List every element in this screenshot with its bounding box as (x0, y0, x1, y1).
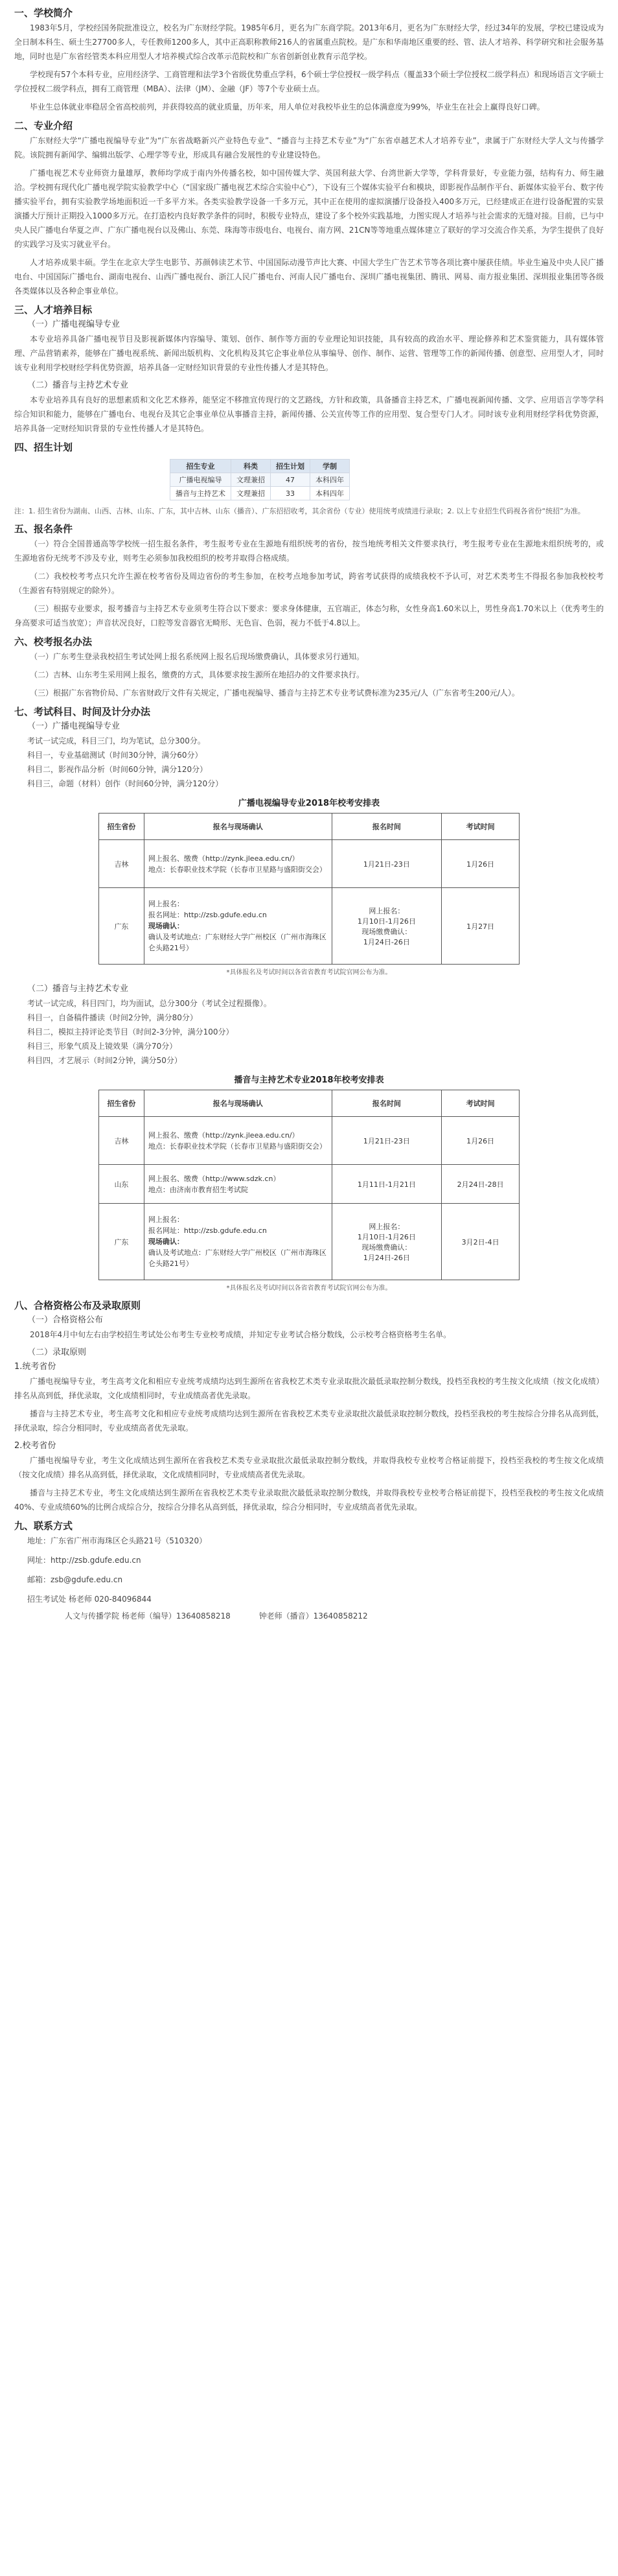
paragraph: 播音与主持艺术专业，考生高考文化和相应专业统考成绩均达到生源所在省我校艺术类专业录取批次最低录取控制分数线，投档至我校的考生按综合分排名从高到低，择优录取，综合分相同时，专业成绩高者优先录取。 (14, 1409, 604, 1433)
reg-line: 网上报名： (369, 906, 405, 915)
table-header: 报名与现场确认 (144, 814, 332, 840)
paragraph: （一）广东考生登录我校招生考试处网上报名系统网上报名后现场缴费确认，具体要求另行通知。 (30, 652, 365, 661)
exam-line: 科目三，形象气质及上镜效果（满分70分） (27, 1042, 177, 1051)
info-line: 网上报名、缴费（http://zynk.jleea.edu.cn/） (148, 854, 299, 863)
table-note: *具体报名及考试时间以各省省教育考试院官网公布为准。 (226, 1285, 392, 1292)
paragraph: （三）根据专业要求，报考播音与主持艺术专业须考生符合以下要求：要求身体健康，五官端正，体态匀称，女性身高1.60米以上，男性身高1.70米以上（优秀考生的身高要求可适当放宽）；声音状况良好，口腔等发音器官无畸形、无色盲、色弱，视力不低于4.8以上。 (14, 604, 604, 627)
reg-line: 网上报名： (369, 1222, 405, 1231)
province-cell: 广东 (99, 888, 144, 965)
enrollment-plan-table (170, 459, 350, 500)
table-header: 招生专业 (170, 460, 231, 473)
section-title-majors: 二、专业介绍 (14, 120, 73, 132)
paragraph: 毕业生总体就业率稳居全省高校前列，并获得较高的就业质量，历年来，用人单位对我校毕业生的总体满意度为99%，毕业生在社会上赢得良好口碑。 (30, 102, 545, 111)
paragraph: 本专业培养具有良好的思想素质和文化艺术修养，能坚定不移推宣传现行的文艺路线，方针和政策，具备播音主持艺术，广播电视新闻传播、文学、应用语言学等学科综合知识和能力，能够在广播电台、电视台及其它企事业单位从事播音主持，新闻传播、公关宣传等工作的应用型、复合型专门人才。同时该专业利用财经学科优势资源，培养具备一定财经知识背景的专业性传播人才是其特色。 (14, 395, 604, 433)
contact-phone: 招生考试处 杨老师 020-84096844 (27, 1595, 152, 1604)
exam-line: 科目二，影视作品分析（时间60分钟，满分120分） (27, 765, 208, 774)
contact-email-link[interactable]: 邮箱：zsb@gdufe.edu.cn (27, 1575, 123, 1584)
info-line: 报名网址：http://zsb.gdufe.edu.cn (148, 911, 267, 919)
subsection-title: 2.校考省份 (14, 1441, 56, 1451)
info-line: 网上报名： (148, 1215, 184, 1224)
paragraph: （一）符合全国普通高等学校统一招生报名条件，考生报考专业在生源地有组织统考的省份，按当地统考相关文件要求执行，考生报考专业在生源地未组织统考的，或生源地省份无统考不涉及专业，则考生必须参加我校组织的校考并取得合格成绩。 (14, 539, 604, 563)
paragraph: 广东财经大学“广播电视编导专业”为“广东省战略新兴产业特色专业”、“播音与主持艺术专业”为“广东省卓越艺术人才培养专业”，隶属于广东财经大学人文与传播学院。该院拥有新闻学、编辑出版学、心理学等专业，形成具有融合发展性的专业建设特色。 (14, 136, 604, 159)
table-header: 科类 (231, 460, 271, 473)
table-row (170, 487, 350, 500)
subsection-title: （二）播音与主持艺术专业 (27, 381, 129, 390)
subsection-title: （一）广播电视编导专业 (27, 320, 120, 329)
table-header: 报名时间 (332, 1090, 442, 1117)
section-title-registration: 六、校考报名办法 (14, 636, 93, 648)
info-line: 现场确认： (148, 922, 184, 930)
contact-website-link[interactable]: 网址：http://zsb.gdufe.edu.cn (27, 1556, 141, 1565)
paragraph: （二）我校校考考点只允许生源在校考省份及周边省份的考生参加，在校考点地参加考试，跨省考试获得的成绩我校不予认可，对艺术类考生不得报名参加我校校考（生源省有特别规定的除外）。 (14, 572, 604, 595)
exam-time-cell: 3月2日-4日 (442, 1204, 520, 1280)
info-line: 现场确认： (148, 1237, 184, 1246)
reg-line: 1月24日-26日 (363, 1253, 410, 1262)
province-cell: 吉林 (99, 1117, 144, 1165)
reg-time-cell: 1月11日-1月21日 (332, 1165, 442, 1204)
info-line: 确认及考试地点：广东财经大学广州校区（广州市海珠区仑头路21号） (148, 933, 326, 952)
paragraph: 人才培养成果丰硕。学生在北京大学生电影节、苏颜韩读艺术节、中国国际动漫节声比大赛、中国大学生广告艺术节等各项比赛中屡获佳绩。毕业生遍及中央人民广播电台、中国国际广播电台、湖南电视台、山西广播电视台、浙江人民广播电台、河南人民广播电台、深圳广播电视集团、腾讯、网易、南方报业集团、深圳报业集团等各级各类媒体以及各种企事业单位。 (14, 258, 604, 296)
reg-line: 现场缴费确认： (361, 1243, 412, 1252)
contact-teacher-b: 钟老师（播音）13640858212 (258, 1611, 368, 1621)
contact-teacher-a: 人文与传播学院 杨老师（编导）13640858218 (65, 1611, 231, 1621)
table-cell: 广播电视编导 (170, 473, 231, 487)
exam-line: 科目一，专业基础测试（时间30分钟，满分60分） (27, 751, 203, 760)
info-line: 地点：长春职业技术学院（长春市卫星路与盛阳街交会） (148, 865, 326, 874)
table-row (170, 473, 350, 487)
table-cell: 47 (271, 473, 310, 487)
info-line: 网上报名、缴费（http://zynk.jleea.edu.cn/） (148, 1130, 299, 1140)
table-cell: 文理兼招 (231, 473, 271, 487)
table-header: 招生省份 (99, 814, 144, 840)
exam-time-cell: 1月26日 (442, 1117, 520, 1165)
table-header: 考试时间 (442, 1090, 520, 1117)
reg-time-cell: 1月21日-23日 (332, 1117, 442, 1165)
table-row (99, 888, 520, 965)
table-row (99, 1204, 520, 1280)
schedule-table-directing (98, 813, 520, 965)
exam-time-cell: 1月27日 (442, 888, 520, 965)
reg-time-cell: 1月21日-23日 (332, 840, 442, 888)
exam-time-cell: 2月24日-28日 (442, 1165, 520, 1204)
table-cell: 本科四年 (310, 487, 350, 500)
paragraph: 广播电视编导专业，考生文化成绩达到生源所在省我校艺术类专业录取批次最低录取控制分数线，并取得我校专业校考合格证前提下，投档至我校的考生按文化成绩（按文化成绩）排名从高到低，择优录取，文化成绩相同时，专业成绩高者优先录取。 (14, 1456, 604, 1479)
info-line: 确认及考试地点：广东财经大学广州校区（广州市海珠区仑头路21号） (148, 1248, 326, 1268)
paragraph: 1983年5月，学校经国务院批准设立，校名为广东财经学院。1985年6月，更名为广东商学院。2013年6月，更名为广东财经大学，经过34年的发展，学校已建设成为全日制本科生、硕士生27700多人，专任教师1200多人，其中正高职称教师216人的省属重点院校。是广东和华南地区重要的经、管、法人才培养、科学研究和社会服务基地，同时也是广东省经管类本科应用型人才培养模式综合改革示范院校和广东省创新创业教育示范学校。 (14, 23, 604, 61)
paragraph: 本专业培养具备广播电视节目及影视新媒体内容编导、策划、创作、制作等方面的专业理论知识技能，具有较高的政治水平、理论修养和艺术鉴赏能力，具有媒体管理、产品营销素养，能够在广播电视系统、新闻出版机构、文化机构及其它企事业单位从事编导、创作、制作、运营、管理等工作的新闻传播、创意型、应用型人才，同时该专业利用学校财经学科优势资源，培养具备一定财经知识背景的专业性传播人才是其特色。 (14, 334, 604, 372)
table-cell: 33 (271, 487, 310, 500)
table-header: 招生计划 (271, 460, 310, 473)
subsection-title: （一）合格资格公布 (27, 1315, 104, 1325)
province-cell: 吉林 (99, 840, 144, 888)
reg-line: 1月10日-1月26日 (357, 917, 416, 926)
paragraph: （二）吉林、山东考生采用网上报名，缴费的方式，具体要求按生源所在地招办的文件要求执行。 (30, 670, 365, 679)
exam-line: 考试一试完成，科目四门，均为面试，总分300分（考试全过程摄像）。 (27, 999, 271, 1008)
schedule-table-title: 播音与主持艺术专业2018年校考安排表 (234, 1075, 384, 1085)
subsection-title: 1.统考省份 (14, 1362, 56, 1372)
info-line: 地点：由济南市教育招生考试院 (148, 1185, 248, 1194)
section-title-goals: 三、人才培养目标 (14, 304, 93, 316)
section-title-conditions: 五、报名条件 (14, 523, 73, 535)
subsection-title: （二）播音与主持艺术专业 (27, 984, 129, 994)
paragraph: （三）根据广东省物价局、广东省财政厅文件有关规定，广播电视编导、播音与主持艺术专业考试费标准为235元/人（广东省考生200元/人）。 (30, 688, 520, 697)
plan-note: 注：1. 招生省份为湖南、山西、吉林、山东、广东，其中吉林、山东（播音）、广东招招收考，其余省份（专业）使用统考成绩进行录取；2. 以上专业招生代码视各省份“统招”为准。 (14, 507, 585, 515)
province-cell: 山东 (99, 1165, 144, 1204)
table-row (99, 840, 520, 888)
contact-footer (14, 1609, 604, 1623)
table-note: *具体报名及考试时间以各省省教育考试院官网公布为准。 (226, 969, 392, 976)
section-title-admission: 八、合格资格公布及录取原则 (14, 1300, 141, 1311)
paragraph: 学校现有57个本科专业，应用经济学、工商管理和法学3个省级优势重点学科，6个硕士学位授权一级学科点（覆盖33个硕士学位授权二级学科点）和现场语言文字硕士学位授权二级学科点，拥有工商管理（MBA）、法律（JM）、金融（JF）等7个专业硕士点。 (14, 70, 604, 93)
paragraph: 播音与主持艺术专业，考生文化成绩达到生源所在省我校艺术类专业录取批次最低录取控制分数线，并取得我校专业校考合格证前提下，投档至我校的考生按文化成绩40%、专业成绩60%的比例合成综合分，按综合分排名从高到低，择优录取，综合分相同时，专业成绩高者优先录取。 (14, 1488, 604, 1512)
exam-line: 科目三，命题（材料）创作（时间60分钟，满分120分） (27, 779, 223, 788)
section-title-contact: 九、联系方式 (14, 1520, 73, 1532)
info-line: 报名网址：http://zsb.gdufe.edu.cn (148, 1226, 267, 1235)
table-header: 报名时间 (332, 814, 442, 840)
province-cell: 广东 (99, 1204, 144, 1280)
table-header: 考试时间 (442, 814, 520, 840)
exam-line: 科目二，模拟主持评论类节目（时间2-3分钟，满分100分） (27, 1027, 234, 1036)
subsection-title: （一）广播电视编导专业 (27, 721, 120, 731)
section-title-exam: 七、考试科目、时间及计分办法 (14, 706, 151, 718)
paragraph: 2018年4月中旬左右由学校招生考试处公布考生专业校考成绩，并知定专业考试合格分数线，公示校考合格资格考生名单。 (30, 1330, 452, 1339)
section-title-plan: 四、招生计划 (14, 441, 73, 453)
table-row (99, 1117, 520, 1165)
section-title-intro: 一、学校简介 (14, 7, 73, 19)
info-line: 网上报名、缴费（http://www.sdzk.cn） (148, 1174, 280, 1183)
info-line: 地点：长春职业技术学院（长春市卫星路与盛阳街交会） (148, 1142, 326, 1151)
table-row (99, 1165, 520, 1204)
exam-line: 科目一，自备稿件播读（时间2分钟，满分80分） (27, 1013, 198, 1022)
table-cell: 文理兼招 (231, 487, 271, 500)
schedule-table-title: 广播电视编导专业2018年校考安排表 (238, 799, 380, 808)
exam-line: 考试一试完成，科目三门，均为笔试，总分300分。 (27, 736, 205, 745)
table-cell: 本科四年 (310, 473, 350, 487)
reg-line: 1月24日-26日 (363, 937, 410, 946)
paragraph: 广播电视编导专业，考生高考文化和相应专业统考成绩均达到生源所在省我校艺术类专业录取批次最低录取控制分数线，投档至我校的考生按文化成绩（按文化成绩）排名从高到低，择优录取，文化成绩相同时，专业成绩高者优先录取。 (14, 1377, 604, 1400)
subsection-title: （二）录取原则 (27, 1348, 87, 1357)
reg-line: 1月10日-1月26日 (357, 1232, 416, 1241)
table-header: 学制 (310, 460, 350, 473)
exam-time-cell: 1月26日 (442, 840, 520, 888)
contact-address: 地址：广东省广州市海珠区仑头路21号（510320） (27, 1536, 207, 1545)
table-header: 招生省份 (99, 1090, 144, 1117)
table-header: 报名与现场确认 (144, 1090, 332, 1117)
schedule-table-broadcasting (98, 1090, 520, 1280)
paragraph: 广播电视艺术专业师资力量雄厚，教师均学成于南内外传播名校，如中国传媒大学、英国利兹大学、台湾世新大学等，学科背景好，专业能力强，结构有力、师生融洽。学校拥有现代化广播电视学院实验教学中心（“国家级广播电视艺术综合实验中心”），下设有三个媒体实验平台和模块，即影视作品制作平台、新媒体实验平台、数字传播实验平台，拥有实验教学场地面积近一千多平方米。各类实验教学设备一千多万元，其中正在使用的虚拟演播厅设备投入400多万元，已经建成正在进行设备配置的实景演播大厅预计正期投入1000多万元。在打造校内良好教学条件的同时，积极专业特点，建设了多个校外实践基地，力图实现人才培养与社会需求的无缝对接。目前，已与中央人民广播电台华夏之声、广东广播电视台以及佛山、东莞、珠海等市级电台、电视台、南方网、21CN等等地重点媒体建立了联好的学习交流合作关系，为学生提供了良好的实践学习及实习就业平台。 (14, 169, 604, 249)
exam-line: 科目四，才艺展示（时间2分钟，满分50分） (27, 1056, 182, 1065)
info-line: 网上报名： (148, 900, 184, 908)
table-cell: 播音与主持艺术 (170, 487, 231, 500)
reg-line: 现场缴费确认： (361, 927, 412, 936)
